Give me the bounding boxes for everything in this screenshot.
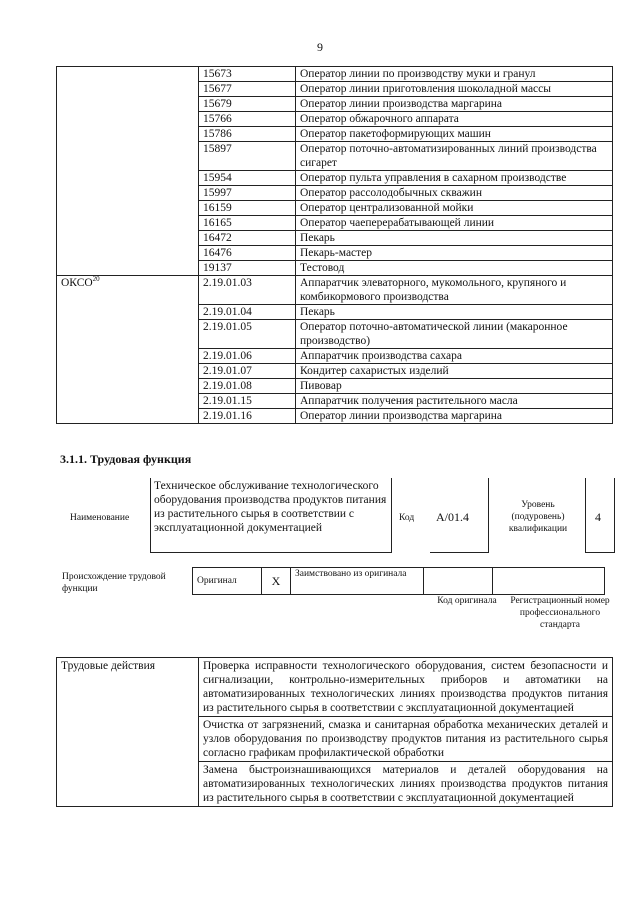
section-title: 3.1.1. Трудовая функция [60, 452, 192, 466]
origin-table [192, 567, 605, 595]
borrowed-cell: Заимствовано из оригинала [291, 568, 424, 595]
occupation-code: 15954 [199, 171, 296, 186]
code-original-cell [424, 568, 493, 595]
okso-code: 2.19.01.06 [199, 349, 296, 364]
reg-number-cell [493, 568, 605, 595]
okso-name: Оператор линии производства маргарина [296, 409, 613, 424]
labor-actions-label: Трудовые действия [57, 658, 199, 807]
occupation-name: Оператор линии по производству муки и гранул [296, 67, 613, 82]
reg-number-label: Регистрационный номер профессионального стандарта [510, 596, 610, 630]
occupation-name: Оператор рассолодобычных скважин [296, 186, 613, 201]
occupation-code: 15766 [199, 112, 296, 127]
labor-actions-table [56, 657, 613, 807]
level-value: 4 [595, 510, 601, 524]
table-row [57, 658, 613, 717]
occupation-name: Пекарь-мастер [296, 246, 613, 261]
okso-code: 2.19.01.15 [199, 394, 296, 409]
occupation-name: Оператор чаеперерабатывающей линии [296, 216, 613, 231]
occupation-code: 16472 [199, 231, 296, 246]
original-label: Оригинал [197, 575, 237, 586]
okso-name: Аппаратчик производства сахара [296, 349, 613, 364]
occupation-code: 15679 [199, 97, 296, 112]
occupation-code: 15673 [199, 67, 296, 82]
okso-label-text: ОКСО [61, 277, 93, 289]
occupation-name: Оператор централизованной мойки [296, 201, 613, 216]
okso-name: Оператор поточно-автоматической линии (макаронное производство) [296, 320, 613, 349]
code-label: Код [399, 513, 415, 523]
okso-name: Аппаратчик получения растительного масла [296, 394, 613, 409]
okso-code: 2.19.01.04 [199, 305, 296, 320]
okso-code: 2.19.01.03 [199, 276, 296, 305]
okso-code: 2.19.01.08 [199, 379, 296, 394]
occupation-code: 16165 [199, 216, 296, 231]
table-row [57, 276, 613, 305]
occupation-name: Оператор пульта управления в сахарном производстве [296, 171, 613, 186]
function-name: Техническое обслуживание технологического оборудования производства продуктов питания из растительного сырья в соответствии с эксплуатационной документацией [154, 480, 387, 534]
level-label: Уровень (подуровень) квалификации [508, 500, 568, 534]
occupation-code: 15897 [199, 142, 296, 171]
labor-action-item: Проверка исправности технологического оборудования, систем безопасности и сигнализации, контрольно-измерительных приборов и автоматики на автоматизированных технологических линиях производства продуктов питания из растительного сырья в соответствии с эксплуатационной документацией [199, 658, 613, 717]
table-row [57, 67, 613, 82]
occupation-code: 19137 [199, 261, 296, 276]
original-cell [193, 568, 262, 595]
occupation-name: Оператор пакетоформирующих машин [296, 127, 613, 142]
original-mark: X [262, 568, 291, 595]
occupation-name: Оператор линии производства маргарина [296, 97, 613, 112]
occupation-name: Оператор линии приготовления шоколадной массы [296, 82, 613, 97]
footnote-ref: 20 [92, 275, 100, 284]
okso-code: 2.19.01.05 [199, 320, 296, 349]
code-original-label: Код оригинала [437, 596, 497, 606]
code-value: A/01.4 [436, 510, 469, 524]
page-number: 9 [317, 40, 323, 54]
empty-category-cell [57, 67, 199, 276]
occupations-table [56, 66, 613, 424]
okso-code: 2.19.01.07 [199, 364, 296, 379]
okso-name: Пекарь [296, 305, 613, 320]
origin-label: Происхождение трудовой функции [62, 572, 166, 594]
occupation-code: 15786 [199, 127, 296, 142]
labor-action-item: Очистка от загрязнений, смазка и санитарная обработка механических деталей и узлов оборудования по производству продуктов питания из растительного сырья согласно графикам профилактической обработки [199, 717, 613, 762]
okso-label [57, 276, 199, 424]
occupation-code: 15677 [199, 82, 296, 97]
okso-name: Аппаратчик элеваторного, мукомольного, крупяного и комбикормового производства [296, 276, 613, 305]
occupation-code: 16159 [199, 201, 296, 216]
occupation-name: Тестовод [296, 261, 613, 276]
occupation-code: 15997 [199, 186, 296, 201]
occupation-name: Оператор поточно-автоматизированных линий производства сигарет [296, 142, 613, 171]
labor-action-item: Замена быстроизнашивающихся материалов и деталей оборудования на автоматизированных технологических линиях производства продуктов питания из растительного сырья в соответствии с эксплуатационной документацией [199, 762, 613, 807]
okso-name: Кондитер сахаристых изделий [296, 364, 613, 379]
occupation-code: 16476 [199, 246, 296, 261]
okso-code: 2.19.01.16 [199, 409, 296, 424]
occupation-name: Оператор обжарочного аппарата [296, 112, 613, 127]
occupation-name: Пекарь [296, 231, 613, 246]
naming-label: Наименование [70, 513, 130, 523]
okso-name: Пивовар [296, 379, 613, 394]
